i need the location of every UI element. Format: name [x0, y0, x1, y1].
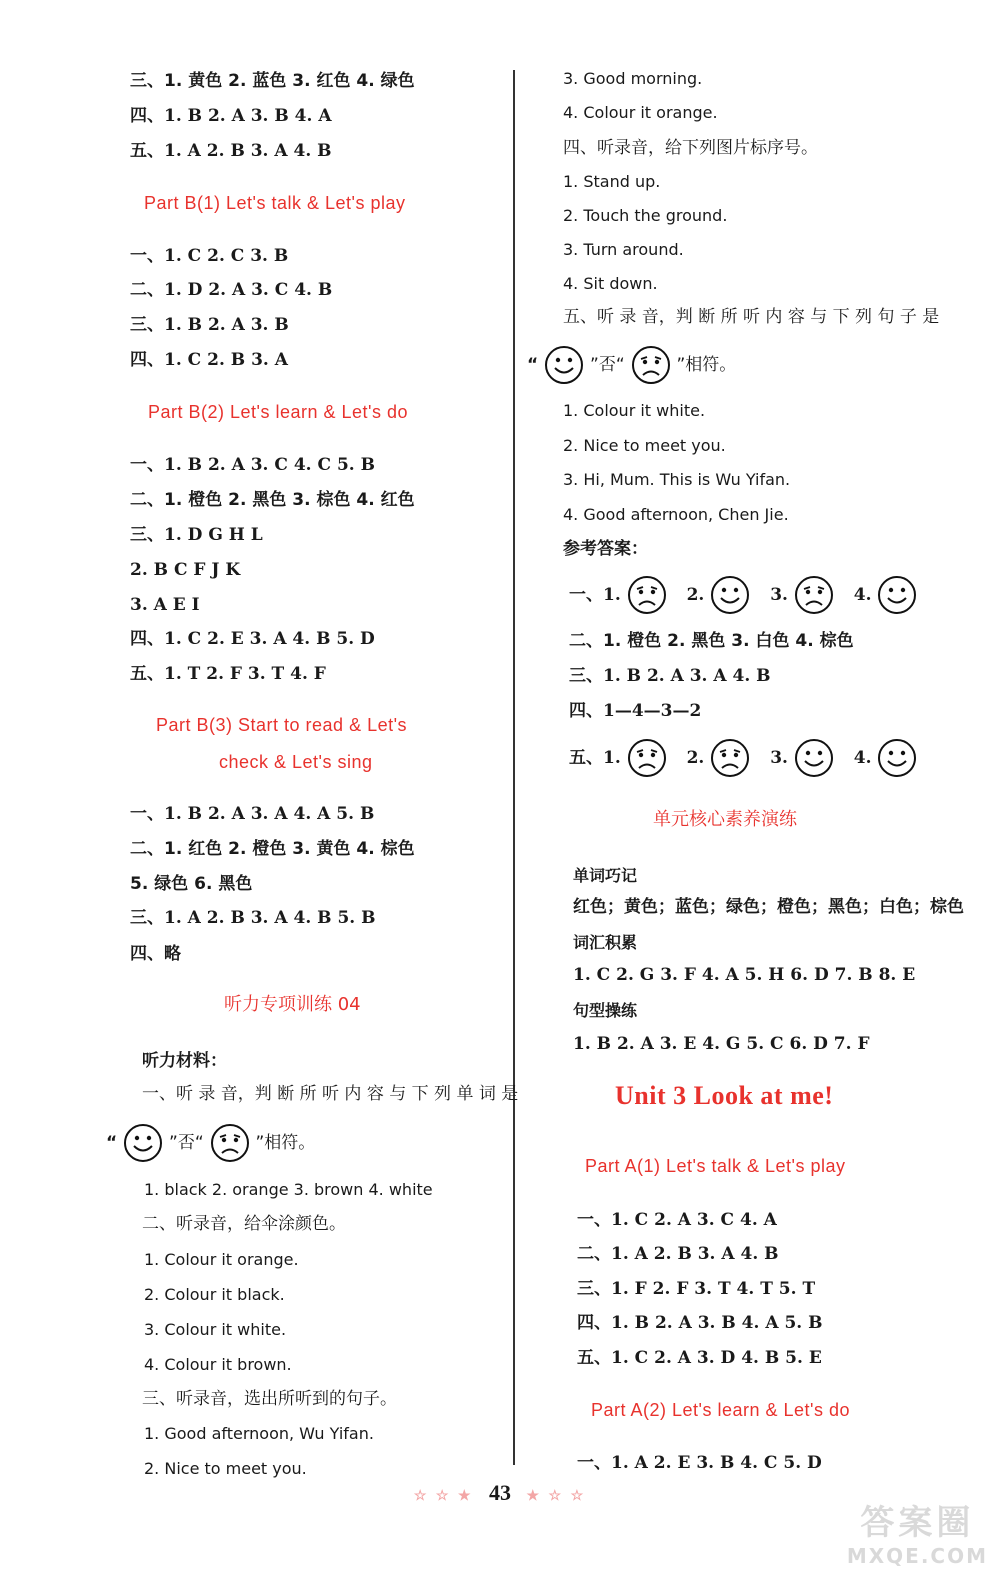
- unit-title: Unit 3 Look at me!: [615, 1081, 834, 1110]
- material-line: 1. black 2. orange 3. brown 4. white: [144, 1180, 433, 1199]
- material-line: 4. Sit down.: [563, 274, 658, 293]
- answer-line: 1. C 2. G 3. F 4. A 5. H 6. D 7. B 8. E: [573, 965, 916, 985]
- answer-line: 一、1. A 2. E 3. B 4. C 5. D: [577, 1453, 822, 1473]
- sad-face-icon: [627, 738, 667, 778]
- section-label: 词汇积累: [573, 933, 638, 952]
- answer-line: 三、1. B 2. A 3. B: [130, 315, 289, 335]
- page-number: 43: [489, 1480, 511, 1505]
- material-line: 3. Good morning.: [563, 69, 703, 88]
- instruction-line: 三、听录音，选出所听到的句子。: [142, 1389, 397, 1409]
- answer-line: 三、1. B 2. A 3. A 4. B: [569, 666, 771, 686]
- star-decoration-icon: ★ ☆ ☆: [526, 1489, 587, 1504]
- answer-faces-row-1: 一、1. 2. 3. 4.: [569, 572, 917, 617]
- watermark-text: 答案圈: [860, 1503, 975, 1543]
- answer-line: 四、1. B 2. A 3. B 4. A 5. B: [577, 1313, 823, 1333]
- answer-line: 一、1. B 2. A 3. A 4. A 5. B: [130, 804, 375, 824]
- happy-face-icon: [877, 738, 917, 778]
- section-label: 单词巧记: [573, 866, 638, 885]
- answer-line: 二、1. 橙色 2. 黑色 3. 棕色 4. 红色: [130, 490, 415, 510]
- sad-face-icon: [627, 575, 667, 615]
- answer-line: 二、1. 红色 2. 橙色 3. 黄色 4. 棕色: [130, 839, 415, 859]
- answer-line: 四、略: [130, 944, 181, 964]
- material-line: 2. Touch the ground.: [563, 206, 728, 225]
- section-heading: check & Let's sing: [219, 752, 373, 772]
- material-line: 2. Nice to meet you.: [563, 436, 726, 455]
- sad-face-icon: [794, 575, 834, 615]
- material-line: 3. Colour it white.: [144, 1320, 287, 1339]
- face-instruction: “ ”否“ ”相符。: [527, 342, 736, 387]
- answer-line: 四、1—4—3—2: [569, 701, 702, 721]
- happy-face-icon: [123, 1123, 163, 1163]
- material-line: 3. Hi, Mum. This is Wu Yifan.: [563, 470, 791, 489]
- material-line: 4. Colour it brown.: [144, 1355, 292, 1374]
- material-line: 2. Colour it black.: [144, 1285, 285, 1304]
- happy-face-icon: [794, 738, 834, 778]
- answer-line: 一、1. C 2. C 3. B: [130, 246, 289, 266]
- answer-line: 红色；黄色；蓝色；绿色；橙色；黑色；白色；棕色: [573, 897, 964, 917]
- answer-line: 三、1. 黄色 2. 蓝色 3. 红色 4. 绿色: [130, 71, 415, 91]
- section-heading: Part A(1) Let's talk & Let's play: [585, 1156, 846, 1176]
- section-heading: 听力专项训练 04: [224, 994, 361, 1015]
- sad-face-icon: [631, 345, 671, 385]
- answer-line: 5. 绿色 6. 黑色: [130, 874, 253, 894]
- section-label: 句型操练: [573, 1001, 638, 1020]
- happy-face-icon: [544, 345, 584, 385]
- happy-face-icon: [877, 575, 917, 615]
- answer-line: 四、1. C 2. B 3. A: [130, 350, 288, 370]
- instruction-line: 二、听录音，给伞涂颜色。: [142, 1214, 346, 1234]
- material-line: 2. Nice to meet you.: [144, 1459, 307, 1478]
- answer-line: 3. A E I: [130, 595, 200, 615]
- answer-line: 三、1. F 2. F 3. T 4. T 5. T: [577, 1279, 816, 1299]
- answer-line: 五、1. C 2. A 3. D 4. B 5. E: [577, 1348, 822, 1368]
- section-heading: 单元核心素养演练: [653, 809, 797, 830]
- sad-face-icon: [210, 1123, 250, 1163]
- answer-line: 一、1. C 2. A 3. C 4. A: [577, 1210, 777, 1230]
- answer-line: 一、1. B 2. A 3. C 4. C 5. B: [130, 455, 375, 475]
- instruction-line: 五、听 录 音，判 断 所 听 内 容 与 下 列 句 子 是: [563, 307, 940, 327]
- material-line: 3. Turn around.: [563, 240, 684, 259]
- answer-line: 五、1. A 2. B 3. A 4. B: [130, 141, 332, 161]
- answer-faces-row-2: 五、1. 2. 3. 4.: [569, 735, 917, 780]
- answer-line: 三、1. D G H L: [130, 525, 263, 545]
- face-instruction: “ ”否“ ”相符。: [106, 1120, 315, 1165]
- material-line: 4. Colour it orange.: [563, 103, 718, 122]
- section-heading: Part B(1) Let's talk & Let's play: [144, 193, 406, 213]
- answer-line: 二、1. D 2. A 3. C 4. B: [130, 280, 333, 300]
- material-line: 1. Colour it orange.: [144, 1250, 299, 1269]
- answer-line: 四、1. C 2. E 3. A 4. B 5. D: [130, 629, 375, 649]
- answer-line: 二、1. A 2. B 3. A 4. B: [577, 1244, 779, 1264]
- section-label: 参考答案：: [563, 539, 648, 559]
- answer-line: 四、1. B 2. A 3. B 4. A: [130, 106, 332, 126]
- answer-line: 二、1. 橙色 2. 黑色 3. 白色 4. 棕色: [569, 631, 854, 651]
- sad-face-icon: [710, 738, 750, 778]
- instruction-line: 四、听录音，给下列图片标序号。: [563, 138, 818, 158]
- answer-line: 三、1. A 2. B 3. A 4. B 5. B: [130, 908, 376, 928]
- star-decoration-icon: ☆ ☆ ★: [413, 1489, 474, 1504]
- watermark-url: MXQE.COM: [846, 1544, 988, 1568]
- material-line: 4. Good afternoon, Chen Jie.: [563, 505, 789, 524]
- section-label: 听力材料：: [142, 1051, 227, 1071]
- answer-line: 1. B 2. A 3. E 4. G 5. C 6. D 7. F: [573, 1034, 870, 1054]
- answer-line: 2. B C F J K: [130, 560, 241, 580]
- section-heading: Part B(3) Start to read & Let's: [156, 715, 408, 735]
- answer-line: 五、1. T 2. F 3. T 4. F: [130, 664, 326, 684]
- instruction-line: 一、听 录 音，判 断 所 听 内 容 与 下 列 单 词 是: [142, 1084, 519, 1104]
- column-divider: [513, 70, 515, 1465]
- section-heading: Part A(2) Let's learn & Let's do: [591, 1400, 850, 1420]
- happy-face-icon: [710, 575, 750, 615]
- section-heading: Part B(2) Let's learn & Let's do: [148, 402, 408, 422]
- watermark: [847, 1495, 988, 1568]
- material-line: 1. Colour it white.: [563, 401, 706, 420]
- material-line: 1. Stand up.: [563, 172, 661, 191]
- material-line: 1. Good afternoon, Wu Yifan.: [144, 1424, 374, 1443]
